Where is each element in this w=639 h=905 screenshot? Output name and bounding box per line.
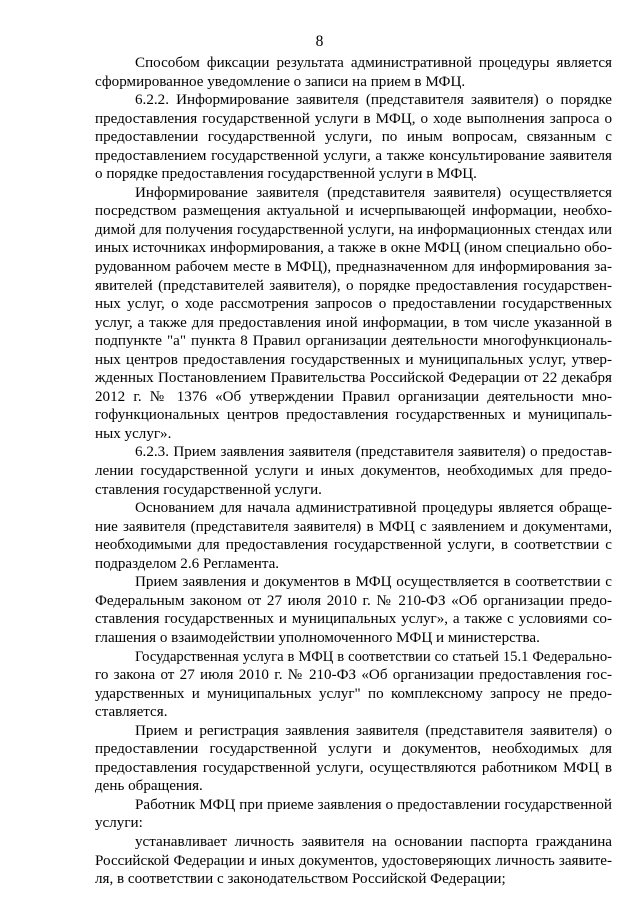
paragraph bbox=[95, 648, 612, 722]
text-line: го закона от 27 июля 2010 г. № 210-ФЗ «Об организации предоставления гос- bbox=[95, 667, 612, 684]
text-line: предоставления государственной услуги, осуществляются работником МФЦ в bbox=[95, 759, 612, 776]
text-line: ставляется. bbox=[95, 704, 168, 721]
text-line: Прием заявления и документов в МФЦ осуществляется в соответствии с bbox=[135, 574, 612, 591]
text-line: 6.2.3. Прием заявления заявителя (представителя заявителя) о предостав- bbox=[135, 444, 612, 461]
paragraph bbox=[95, 573, 612, 647]
paragraph bbox=[95, 722, 612, 796]
text-line: подразделом 2.6 Регламента. bbox=[95, 555, 280, 572]
text-line: посредством размещения актуальной и исчерпывающей информации, необхо- bbox=[95, 203, 612, 220]
text-line: подпункте "а" пункта 8 Правил организации деятельности многофункциональ- bbox=[95, 333, 612, 350]
text-line: Работник МФЦ при приеме заявления о предоставлении государственной bbox=[135, 796, 612, 813]
text-line: предоставлении государственной услуги, по иным вопросам, связанным с bbox=[95, 129, 612, 146]
text-line: димой для получения государственной услуги, на информационных стендах или bbox=[95, 221, 612, 238]
text-line: жденных Постановлением Правительства Российской Федерации от 22 декабря bbox=[95, 370, 612, 387]
text-line: ставления государственных и муниципальных услуг», а также с условиями со- bbox=[95, 611, 612, 628]
paragraph bbox=[95, 184, 612, 444]
text-line: ударственных и муниципальных услуг" по комплексному запросу не предо- bbox=[95, 685, 612, 702]
text-line: необходимыми для предоставления государственной услуги, в соответствии с bbox=[95, 537, 612, 554]
text-line: предоставлением государственной услуги, а также консультирование заявителя bbox=[95, 147, 612, 164]
text-line: ставления государственной услуги. bbox=[95, 481, 322, 498]
text-line: 6.2.2. Информирование заявителя (представителя заявителя) о порядке bbox=[135, 92, 612, 109]
paragraph bbox=[95, 54, 612, 91]
text-line: Прием и регистрация заявления заявителя (представителя заявителя) о bbox=[135, 722, 612, 739]
text-line: иных источниках информирования, а также в окне МФЦ (ином специально обо- bbox=[95, 240, 612, 257]
text-line: ных центров предоставления государственных и муниципальных услуг, утвер- bbox=[95, 351, 612, 368]
text-line: 2012 г. № 1376 «Об утверждении Правил организации деятельности мно- bbox=[95, 388, 612, 405]
text-line: устанавливает личность заявителя на основании паспорта гражданина bbox=[135, 833, 612, 850]
text-line: ля, в соответствии с законодательством Российской Федерации; bbox=[95, 871, 506, 888]
text-line: предоставлении государственной услуги и документов, необходимых для bbox=[95, 741, 612, 758]
text-line: услуг, а также для предоставления иной информации, в том числе указанной в bbox=[95, 314, 612, 331]
paragraph bbox=[95, 443, 612, 499]
paragraph bbox=[95, 91, 612, 184]
text-line: гофункциональных центров предоставления государственных и муниципаль- bbox=[95, 407, 612, 424]
text-line: Основанием для начала административной процедуры является обраще- bbox=[135, 500, 612, 517]
paragraph bbox=[95, 499, 612, 573]
text-line: сформированное уведомление о записи на прием в МФЦ. bbox=[95, 73, 466, 90]
text-line: Способом фиксации результата административной процедуры является bbox=[135, 55, 612, 71]
page-number: 8 bbox=[315, 33, 324, 50]
text-line: Российской Федерации и иных документов, удостоверяющих личность заявите- bbox=[95, 852, 612, 869]
text-line: день обращения. bbox=[95, 778, 203, 795]
text-line: Государственная услуга в МФЦ в соответствии со статьей 15.1 Федерально- bbox=[135, 648, 612, 665]
text-line: Федеральным законом от 27 июля 2010 г. № 210-ФЗ «Об организации предо- bbox=[95, 592, 612, 609]
text-line: ных услуг, о ходе рассмотрения запросов о предоставлении государственных bbox=[95, 296, 612, 313]
text-line: ние заявителя (представителя заявителя) в МФЦ с заявлением и документами, bbox=[95, 518, 612, 535]
text-line: о порядке предоставления государственной услуги в МФЦ. bbox=[95, 166, 477, 183]
text-line: Информирование заявителя (представителя заявителя) осуществляется bbox=[135, 184, 612, 201]
text-line: глашения о взаимодействии уполномоченного МФЦ и министерства. bbox=[95, 629, 540, 646]
text-line: предоставления государственной услуги в МФЦ, о ходе выполнения запроса о bbox=[95, 110, 612, 127]
paragraph bbox=[95, 796, 612, 833]
text-line: явителей (представителей заявителя), о порядке предоставления государствен- bbox=[95, 277, 612, 294]
text-line: услуги: bbox=[95, 815, 143, 832]
text-line: рудованном рабочем месте в МФЦ), предназначенном для информирования за- bbox=[95, 259, 612, 276]
paragraph bbox=[95, 833, 612, 889]
text-line: ных услуг». bbox=[95, 425, 172, 442]
text-line: лении государственной услуги и иных документов, необходимых для предо- bbox=[95, 463, 612, 480]
document-body bbox=[95, 54, 612, 889]
